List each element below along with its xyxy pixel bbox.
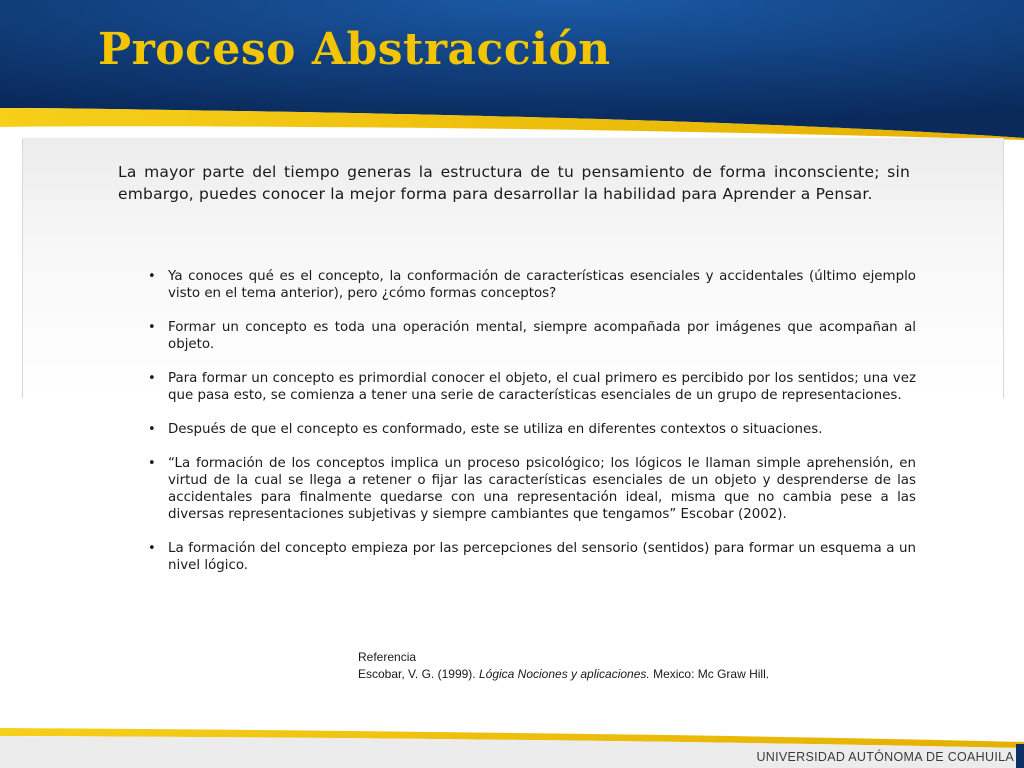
list-item-text: Para formar un concepto es primordial conocer el objeto, el cual primero es percibido por los sentidos; una vez que pasa esto, se comienza a tener una serie de características esenciales de un grupo de representaciones. <box>168 371 916 403</box>
intro-paragraph: La mayor parte del tiempo generas la estructura de tu pensamiento de forma inconsciente; sin embargo, puedes conocer la mejor forma para desarrollar la habilidad para Aprender a Pensar. <box>118 163 910 203</box>
reference-citation <box>358 666 769 683</box>
list-item-text: La formación del concepto empieza por las percepciones del sensorio (sentidos) para formar un esquema a un nivel lógico. <box>168 541 916 573</box>
list-item-text: Ya conoces qué es el concepto, la conformación de características esenciales y accidentales (último ejemplo visto en el tema anterior), pero ¿cómo formas conceptos? <box>168 269 916 301</box>
bullet-icon: • <box>148 269 156 284</box>
bullet-icon: • <box>148 456 156 471</box>
list-item <box>146 421 916 438</box>
list-item <box>146 370 916 404</box>
list-item <box>146 540 916 574</box>
list-item <box>146 319 916 353</box>
footer-institution: UNIVERSIDAD AUTÓNOMA DE COAHUILA <box>756 750 1014 764</box>
list-item <box>146 268 916 302</box>
bullet-icon: • <box>148 541 156 556</box>
reference-author: Escobar, V. G. (1999). <box>358 667 479 681</box>
bullet-icon: • <box>148 320 156 335</box>
list-item-text: Formar un concepto es toda una operación mental, siempre acompañada por imágenes que acompañan al objeto. <box>168 320 916 352</box>
bullet-icon: • <box>148 371 156 386</box>
bullet-icon: • <box>148 422 156 437</box>
page-title: Proceso Abstracción <box>98 24 611 75</box>
bullet-list <box>146 268 916 591</box>
reference-title: Lógica Nociones y aplicaciones. <box>478 667 650 681</box>
reference-publisher: Mexico: Mc Graw Hill. <box>649 667 770 681</box>
list-item-text: Después de que el concepto es conformado, este se utiliza en diferentes contextos o situaciones. <box>168 422 823 437</box>
list-item-text: “La formación de los conceptos implica un proceso psicológico; los lógicos le llaman simple aprehensión, en virtud de la cual se llega a retener o fijar las características esenciales de un objeto y desprenderse de las accidentales para finalmente quedarse con una representación ideal, misma que no cambia pese a las diversas representaciones subjetivas y siempre cambiantes que tengamos” Escobar (2002). <box>168 456 916 522</box>
list-item <box>146 455 916 523</box>
reference-block <box>358 649 769 683</box>
reference-heading: Referencia <box>358 650 417 664</box>
